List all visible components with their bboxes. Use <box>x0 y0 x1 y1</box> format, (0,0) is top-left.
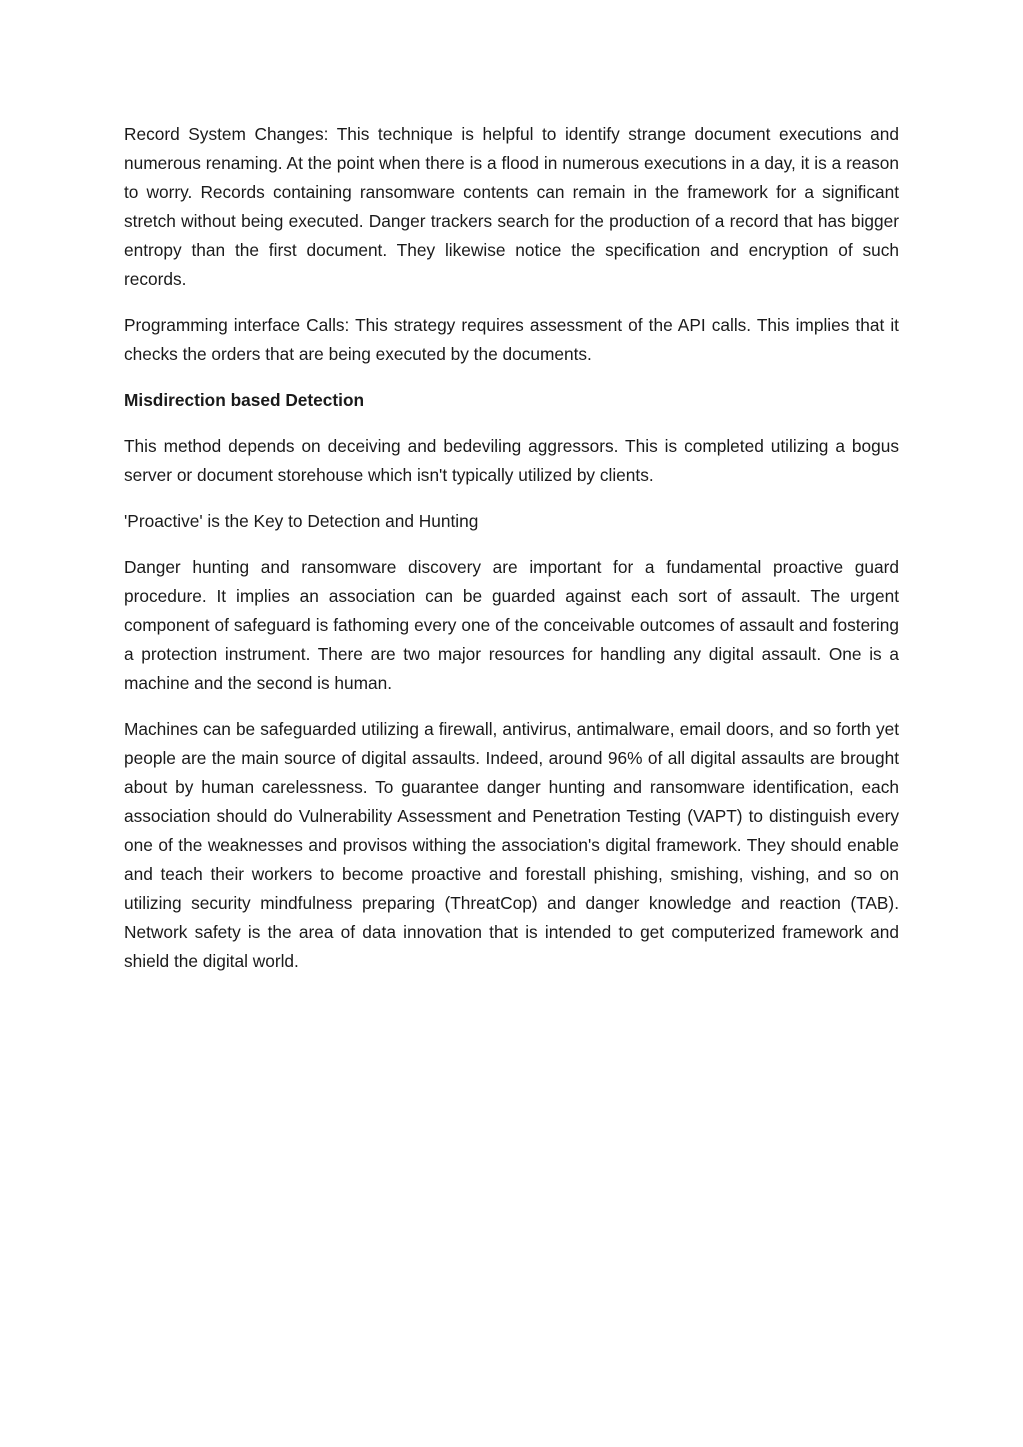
paragraph-record-system-changes: Record System Changes: This technique is helpful to identify strange document executions and numerous renaming. At the point when there is a flood in numerous executions in a day, it is a reason to worry. Records containing ransomware contents can remain in the framework for a significant stretch without being executed. Danger trackers search for the production of a record that has bigger entropy than the first document. They likewise notice the specification and encryption of such records. <box>124 124 899 289</box>
paragraph-misdirection: This method depends on deceiving and bedeviling aggressors. This is completed utilizing a bogus server or document storehouse which isn't typically utilized by clients. <box>124 436 899 485</box>
paragraph-danger-hunting: Danger hunting and ransomware discovery are important for a fundamental proactive guard procedure. It implies an association can be guarded against each sort of assault. The urgent component of safeguard is fathoming every one of the conceivable outcomes of assault and fostering a protection instrument. There are two major resources for handling any digital assault. One is a machine and the second is human. <box>124 557 899 693</box>
document-page <box>124 120 899 993</box>
paragraph-programming-interface-calls: Programming interface Calls: This strategy requires assessment of the API calls. This implies that it checks the orders that are being executed by the documents. <box>124 315 899 364</box>
paragraph-machines: Machines can be safeguarded utilizing a firewall, antivirus, antimalware, email doors, and so forth yet people are the main source of digital assaults. Indeed, around 96% of all digital assaults are brought about by human carelessness. To guarantee danger hunting and ransomware identification, each association should do Vulnerability Assessment and Penetration Testing (VAPT) to distinguish every one of the weaknesses and provisos withing the association's digital framework. They should enable and teach their workers to become proactive and forestall phishing, smishing, vishing, and so on utilizing security mindfulness preparing (ThreatCop) and danger knowledge and reaction (TAB). Network safety is the area of data innovation that is intended to get computerized framework and shield the digital world. <box>124 719 899 971</box>
subheading-proactive: 'Proactive' is the Key to Detection and Hunting <box>124 511 479 531</box>
section-heading-misdirection: Misdirection based Detection <box>124 390 365 410</box>
